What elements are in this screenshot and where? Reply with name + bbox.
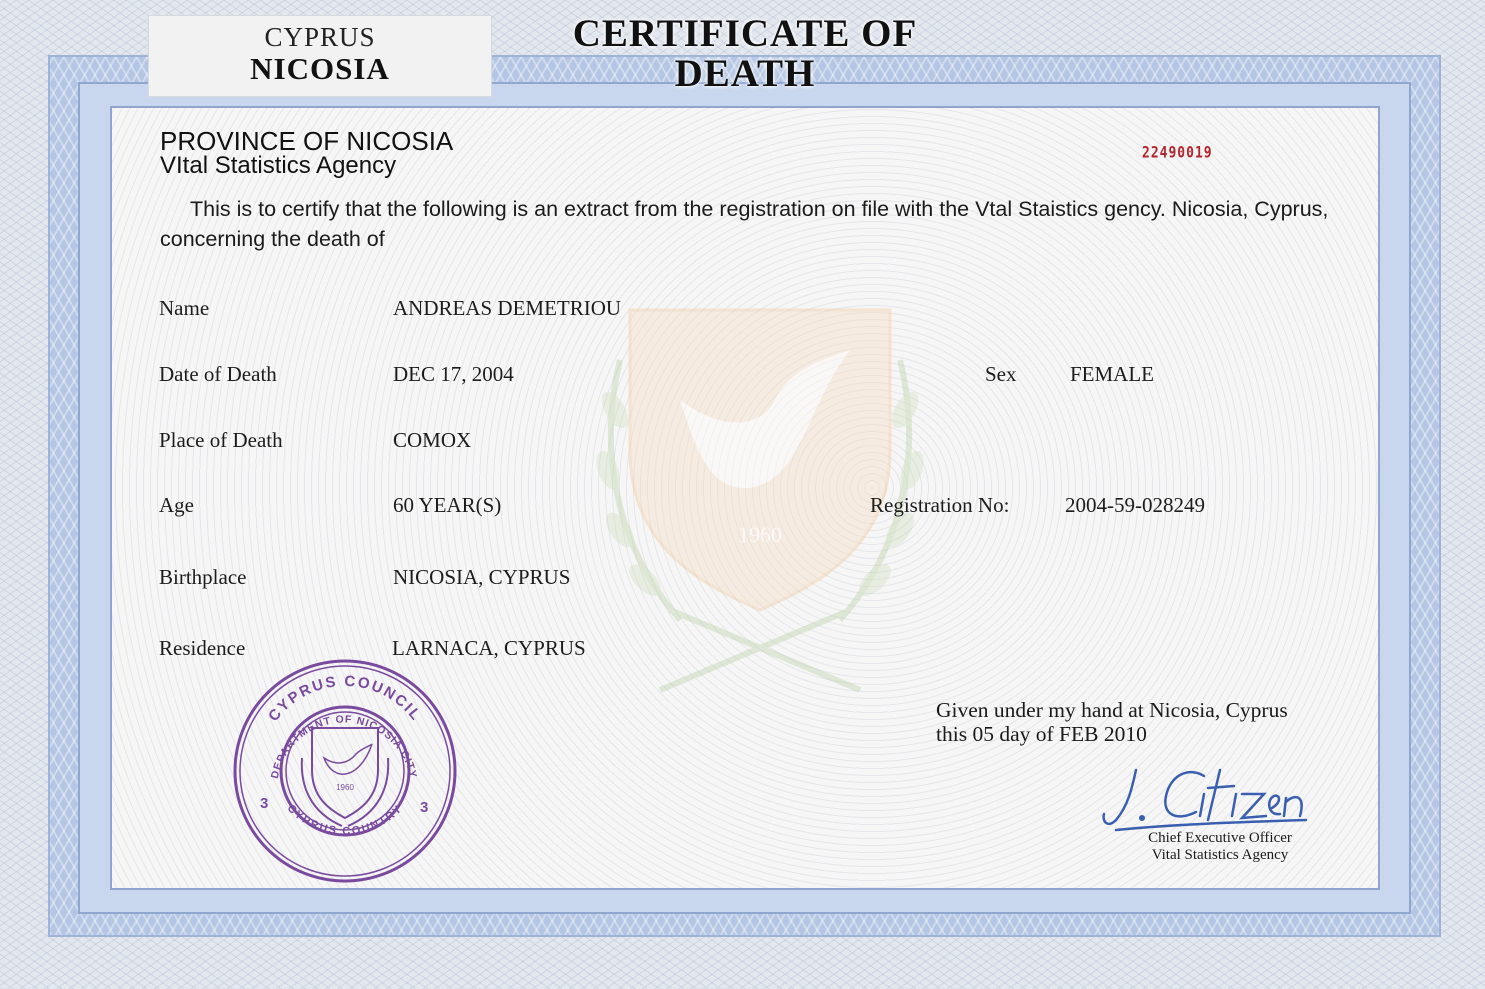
coat-of-arms-watermark xyxy=(560,280,960,700)
title-line-1: CERTIFICATE OF xyxy=(572,12,918,55)
location-tab xyxy=(148,15,492,97)
official-seal-stamp xyxy=(232,658,458,884)
city-label: NICOSIA xyxy=(250,51,390,86)
serial-number: 22490019 xyxy=(1142,144,1213,163)
svg-text:CYPRUS COUNCIL xyxy=(265,673,425,725)
signing-officer xyxy=(1110,830,1330,864)
registration-label: Registration No: xyxy=(870,493,1010,517)
seal-bottom-text: CYPRUS COUNTRY xyxy=(284,802,406,838)
seal-inner-text: DEPARTMENT OF NICOSIA CITY xyxy=(268,713,420,780)
watermark-year: 1960 xyxy=(738,522,782,547)
birthplace-value: NICOSIA, CYPRUS xyxy=(393,565,571,589)
agency-heading: VItal Statistics Agency xyxy=(160,152,397,179)
seal-top-text: CYPRUS COUNCIL xyxy=(265,672,425,725)
given-line-2: this 05 day of FEB 2010 xyxy=(936,722,1147,746)
residence-value: LARNACA, CYPRUS xyxy=(392,636,586,660)
seal-left-mark: 3 xyxy=(260,795,269,812)
province-heading: PROVINCE OF NICOSIA xyxy=(160,126,454,156)
officer-agency: Vital Statistics Agency xyxy=(1151,847,1289,863)
date-of-death-label: Date of Death xyxy=(159,362,277,386)
certification-statement: This is to certify that the following is an extract from the registration on file with the Vtal Staistics gency. Nicosia, Cyprus, concerning the death of xyxy=(160,197,1329,251)
age-value: 60 YEAR(S) xyxy=(393,493,502,517)
country-label: CYPRUS xyxy=(264,22,376,52)
given-line-1: Given under my hand at Nicosia, Cyprus xyxy=(936,698,1288,722)
certificate-title xyxy=(560,14,930,94)
place-of-death-value: COMOX xyxy=(393,428,472,452)
residence-label: Residence xyxy=(159,636,246,660)
seal-year: 1960 xyxy=(336,783,354,792)
svg-text:CYPRUS COUNTRY xyxy=(285,802,406,837)
place-of-death-label: Place of Death xyxy=(159,428,283,452)
handwritten-signature xyxy=(1096,758,1316,838)
sex-label: Sex xyxy=(985,362,1017,386)
name-label: Name xyxy=(159,296,210,320)
svg-text:DEPARTMENT OF NICOSIA CITY xyxy=(269,713,419,779)
sex-value: FEMALE xyxy=(1070,362,1154,386)
title-line-2: DEATH xyxy=(674,52,816,95)
given-under-hand xyxy=(936,698,1288,746)
name-value: ANDREAS DEMETRIOU xyxy=(393,296,622,320)
officer-title: Chief Executive Officer xyxy=(1148,830,1292,846)
seal-right-mark: 3 xyxy=(420,799,429,816)
birthplace-label: Birthplace xyxy=(159,565,247,589)
age-label: Age xyxy=(159,493,194,517)
registration-value: 2004-59-028249 xyxy=(1065,493,1205,517)
date-of-death-value: DEC 17, 2004 xyxy=(393,362,514,386)
